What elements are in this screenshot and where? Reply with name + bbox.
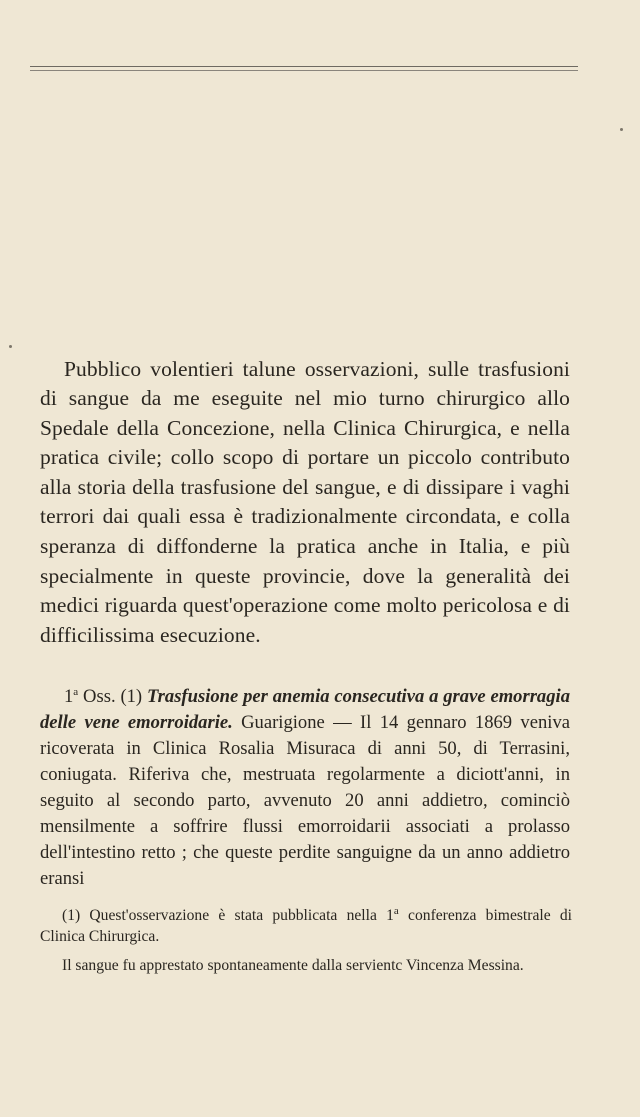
case-oss-reference: Oss. (1) [83,685,143,707]
footnotes [40,905,572,984]
case-paragraph [40,684,570,892]
case-number-superscript: a [73,685,79,698]
footnote-1-text: (1) Quest'osservazione è stata pubblicata nella 1 [62,907,394,924]
paper-speck [9,345,12,348]
footnote-1-text-end: conferenza bimestrale di Clinica Chirurgica. [40,907,572,945]
header-rule-bottom [30,70,578,71]
intro-paragraph: Pubblico volentieri talune osservazioni, sulle trasfusioni di sangue da me eseguite nel mio turno chirurgico allo Spedale della Concezione, nella Clinica Chirurgica, e nella pratica civile; collo scopo di portare un piccolo contributo alla storia della trasfusione del sangue, e di dissipare i vaghi terrori dai quali essa è tradizionalmente circondata, e colla speranza di diffonderne la pratica anche in Italia, e più specialmente in queste provincie, dove la generalità dei medici riguarda quest'operazione come molto pericolosa e di difficilissima esecuzione. [40,356,570,647]
case-title: Trasfusione per anemia consecutiva a grave emorragia delle vene emorroidarie. [40,685,570,733]
footnote-2: Il sangue fu apprestato spontaneamente dalla servientc Vincenza Messina. [62,957,524,974]
footnote-1-superscript: a [393,904,399,917]
header-rule-top [30,66,578,67]
paper-speck [620,128,623,131]
footnote-1 [40,905,572,947]
case-number: 1 [64,685,74,707]
case-body: Guarigione — Il 14 gennaro 1869 veniva ricoverata in Clinica Rosalia Misuraca di anni 50, di Terrasini, coniugata. Riferiva che, mestruata regolarmente a diciott'anni, in seguito al secondo parto, avvenuto 20 anni addietro, cominciò mensilmente a soffrire flussi emorroidarii associati a prolasso dell'intestino retto ; che queste perdite sanguigne da un anno addietro eransi [40,711,570,889]
